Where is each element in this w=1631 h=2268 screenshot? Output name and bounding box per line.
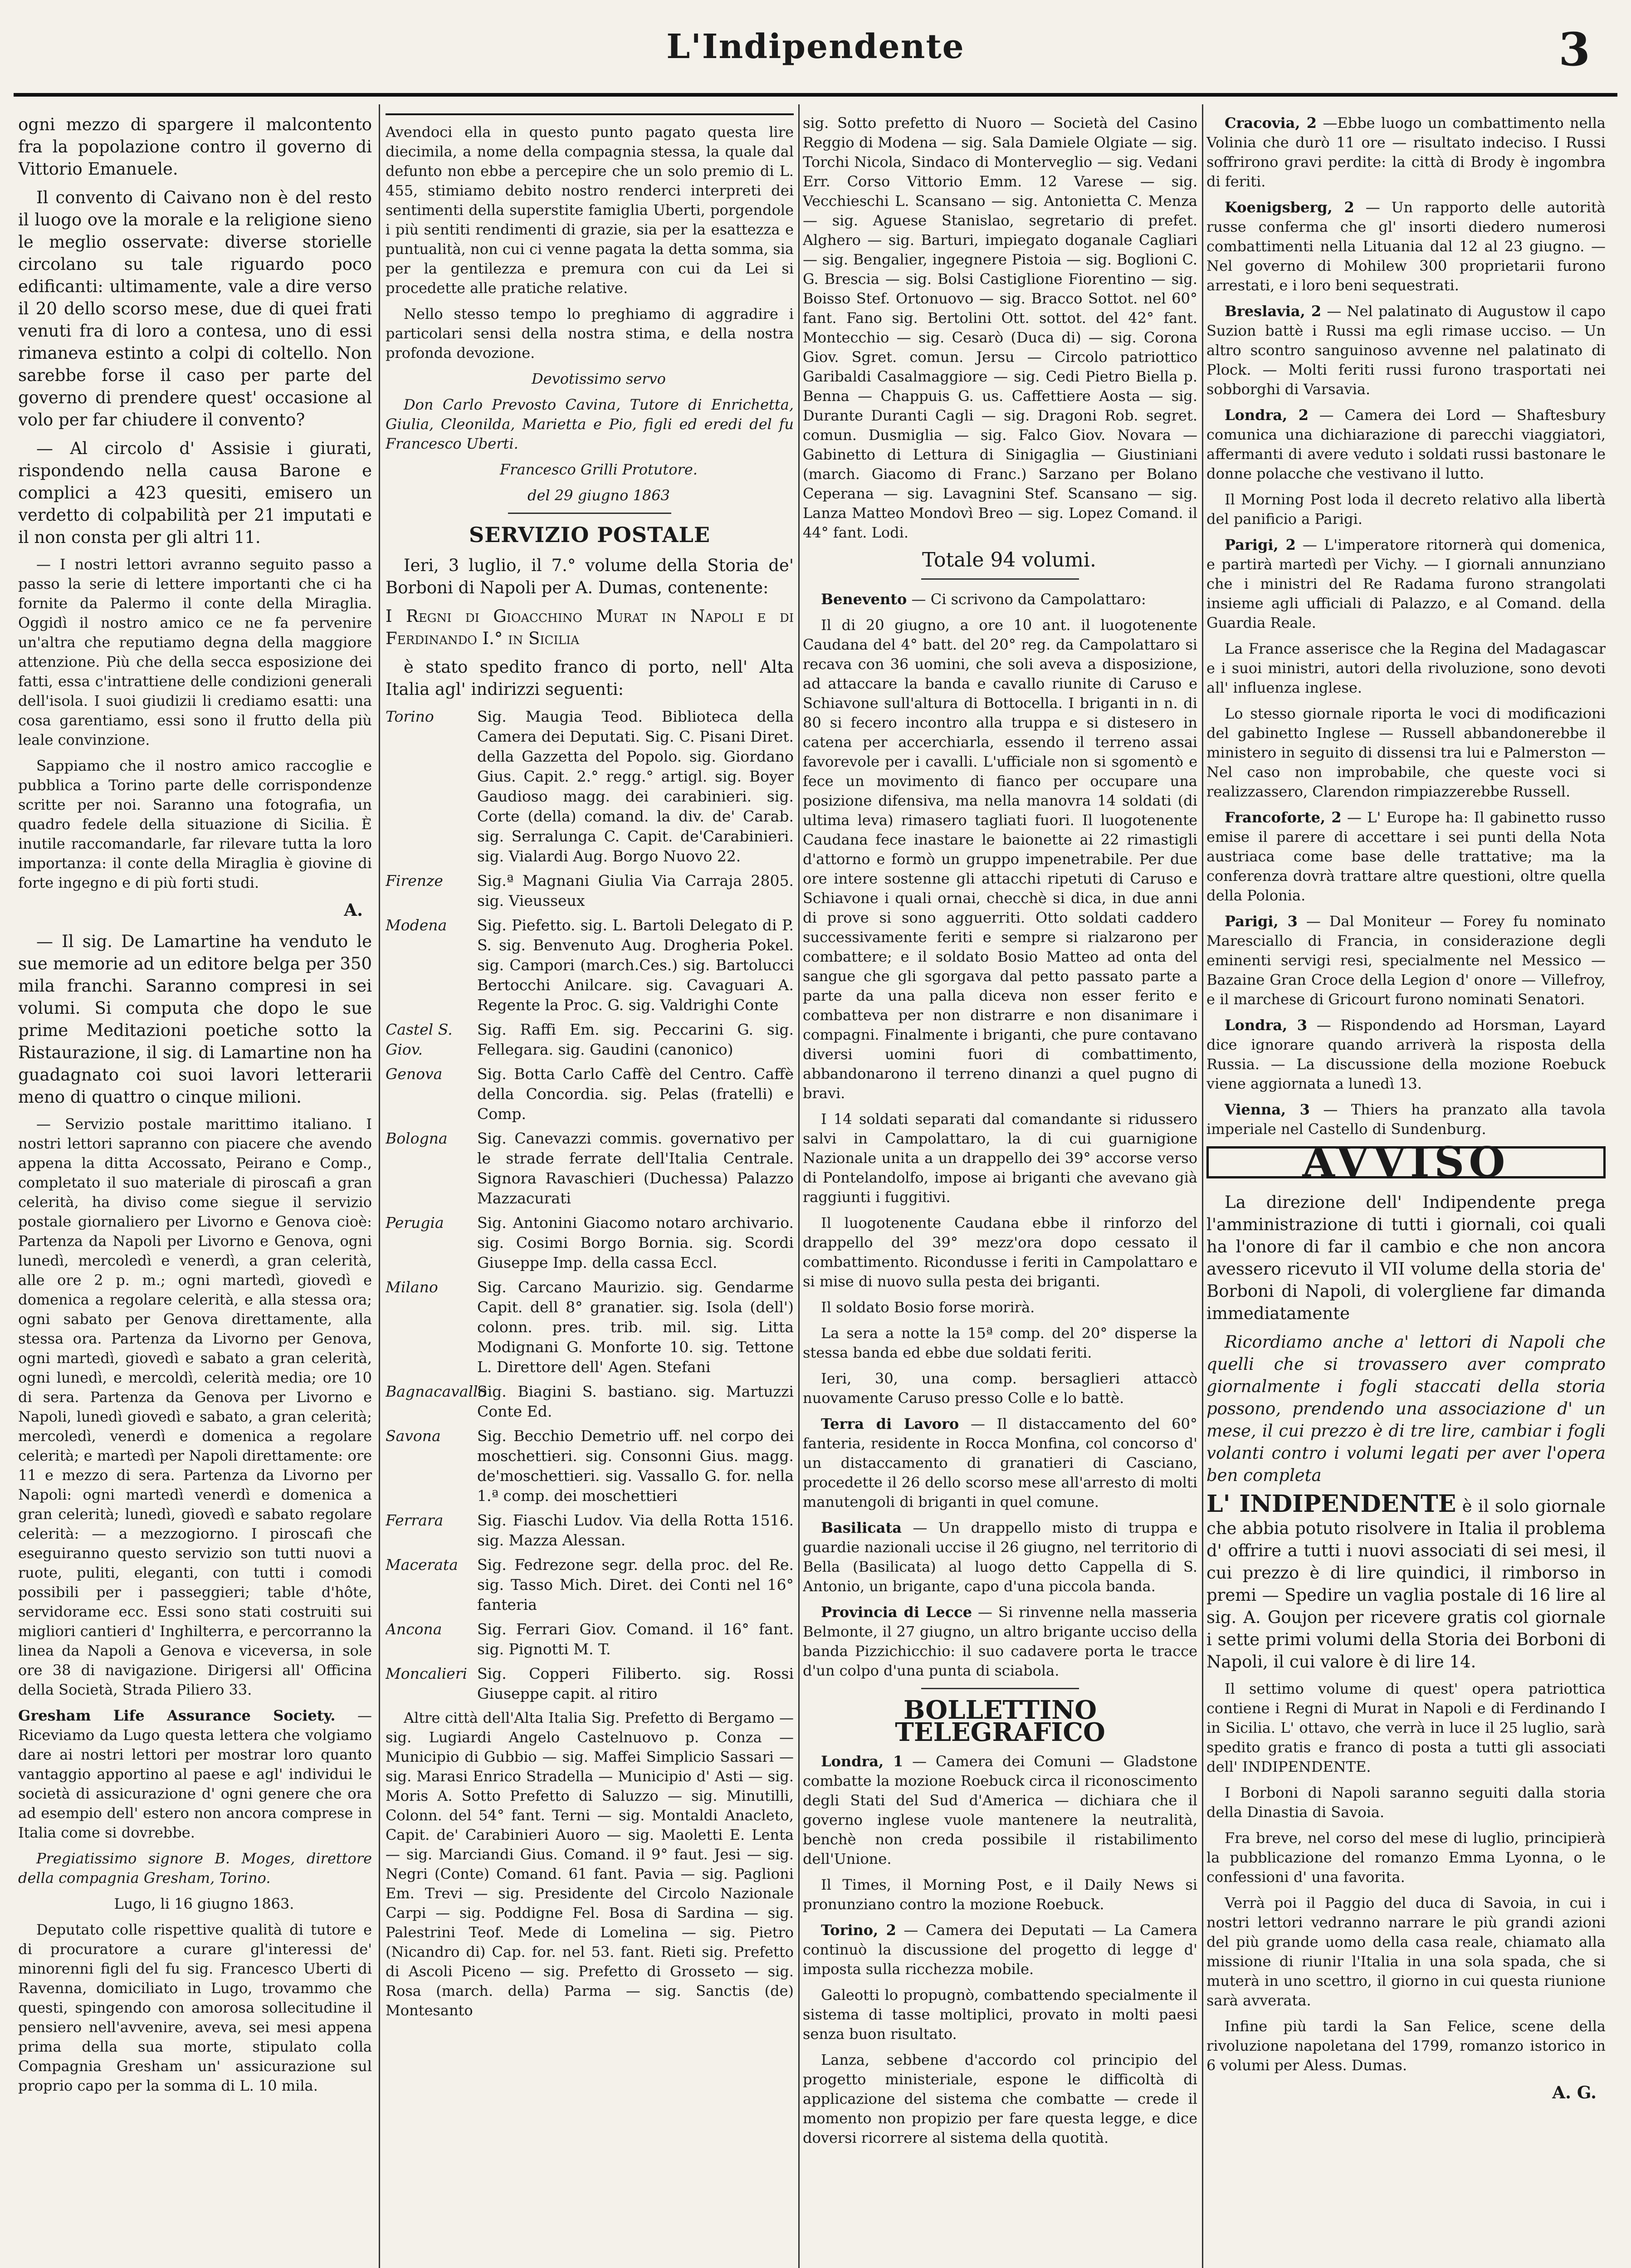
article-paragraph: ogni mezzo di spargere il malcontento fra la popolazione contro il governo di Vittorio Emanuele. xyxy=(18,115,372,179)
article-text: — Rispondendo ad Horsman, Layard dice ignorare quando arriverà la risposta della Russia. — La discussione della mozione Roebuck viene aggiornata a lunedì 13. xyxy=(1206,1017,1606,1092)
article-paragraph xyxy=(1206,302,1606,399)
article-paragraph: Deputato colle rispettive qualità di tutore e di procuratore a curare gl'interessi de' minorenni figli del fu sig. Francesco Uberti di Ravenna, domiciliato in Lugo, trovammo che questi, spingendo con amorosa sollecitudine il pensiero nell'avvenire, aveva, sei mesi appena prima della sua morte, stipulato colla Compagnia Gresham un' assicurazione sul proprio capo per la somma di L. 10 mila. xyxy=(18,1921,372,2094)
article-paragraph xyxy=(803,1752,1197,1869)
article-text: — Camera dei Comuni — Gladstone combatte la mozione Roebuck circa il riconoscimento degli Stati del Sud d'America — dichiara che il governo inglese vuole mantenere la neutralità, benchè non creda possibile il ristabilimento dell'Unione. xyxy=(803,1753,1197,1867)
article-paragraph: Il di 20 giugno, a ore 10 ant. il luogotenente Caudana del 4° batt. del 20° reg. da Campolattaro si recava con 36 uomini, che soli aveva a disposizione, ad attaccare la banda e cavallo riunite di Caruso e Schiavone sull'altura di Bottocella. I briganti in n. di 80 si fecero incontro alla truppa e si distesero in catena per accerchiarla, essendo il terreno assai favorevole per i cavalli. L'ufficiale non si sgomentò e fece un movimento di fianco per occupare una posizione difensiva, ma nella manovra 14 soldati (di ultima leva) rimasero tagliati fuori. Il luogotenente Caudana fece inastare le baionette ai 22 rimastigli d'attorno e formò un gruppo impenetrabile. Per due ore intere sostenne gli attacchi ripetuti di Caruso e Schiavone i quali ornai, checchè si dica, in due anni di prove si sono agguerriti. Otto soldati caddero successivamente feriti e sempre si rialzarono per combattere; e il soldato Bosio Matteo ad onta del sangue che gli sgorgava dal petto passato parte a parte da una palla diceva non esser ferito e combatteva per non distrarre e non disanimare i compagni. Finalmente i briganti, che pure contavano diversi uomini fuori di combattimento, abbandonarono il terreno dinanzi a quel pugno di bravi. xyxy=(803,616,1197,1102)
article-paragraph: Il Morning Post loda il decreto relativo alla libertà del panificio a Parigi. xyxy=(1206,491,1606,528)
article-head: Terra di Lavoro xyxy=(821,1415,959,1432)
article-head: Benevento xyxy=(821,591,907,608)
article-paragraph: — Il sig. De Lamartine ha venduto le sue memorie ad un editore belga per 350 mila franchi. Saranno compresi in sei volumi. Si computa che dopo le sue prime Meditazioni poetiche sotto la Ristaurazione, il sig. di Lamartine non ha guadagnato coi suoi lavori letterarii meno di quattro o cinque milioni. xyxy=(18,932,372,1107)
article-head: Parigi, 2 xyxy=(1225,536,1296,553)
postal-entry-text: Sig. Canevazzi commis. governativo per le strade ferrate dell'Italia Centrale. Signora Ravaschieri (Duchessa) Palazzo Mazzacurati xyxy=(477,1129,794,1207)
postal-entry xyxy=(386,1382,794,1422)
article-text: — L'imperatore ritornerà qui domenica, e partirà martedì per Vichy. — I giornali annunziano che i ministri del Re Radama furono strangolati insieme agli ufficiali di Palazzo, e al Comand. della Guardia Reale. xyxy=(1206,536,1606,631)
article-text: — Un rapporto delle autorità russe conferma che gl' insorti diedero numerosi combattimenti nella Lituania dal 12 al 23 giugno. — Nel governo di Mohilew 300 proprietarii furono arrestati, e i loro beni sequestrati. xyxy=(1206,199,1606,294)
postal-entry-city: Savona xyxy=(386,1427,441,1445)
signature-body: Don Carlo Prevosto Cavina, Tutore di Enrichetta, Giulia, Cleonilda, Marietta e Pio, figli ed eredi del fu Francesco Uberti. xyxy=(386,396,794,452)
postal-entry xyxy=(386,1020,794,1060)
postal-entry-city: Ancona xyxy=(386,1620,442,1638)
article-text: — Ci scrivono da Campolattaro: xyxy=(911,591,1146,608)
article-paragraph: Sappiamo che il nostro amico raccoglie e pubblica a Torino parte delle corrispondenze scritte per noi. Saranno una fotografia, un quadro fedele della situazione di Sicilia. È inutile raccomandarle, far rilevare tutta la loro importanza: il conte della Miraglia è giovine di forte ingegno e di più forti studi. xyxy=(18,757,372,891)
column-divider xyxy=(798,104,800,2268)
postal-entry xyxy=(386,1510,794,1550)
article-paragraph xyxy=(18,1706,372,1843)
article-text: — Thiers ha pranzato alla tavola imperiale nel Castello di Sundenburg. xyxy=(1206,1101,1606,1138)
article-paragraph: Nello stesso tempo lo preghiamo di aggradire i particolari sensi della nostra stima, e della nostra profonda devozione. xyxy=(386,305,794,362)
postal-entry-text: Sig. Piefetto. sig. L. Bartoli Delegato di P. S. sig. Benvenuto Aug. Drogheria Pokel. sig. Campori (march.Ces.) sig. Bartolucci Bertocchi Anilcare. sig. Cavaguari A. Regente la Proc. G. sig. Valdrighi Conte xyxy=(477,916,794,1014)
page-number: 3 xyxy=(1558,23,1590,76)
signature-date: del 29 giugno 1863 xyxy=(527,487,670,504)
article-paragraph: Galeotti lo propugnò, combattendo specialmente il sistema di tasse moltiplici, provato in molti paesi senza buon risultato. xyxy=(803,1986,1197,2043)
postal-entry-text: Sig. Carcano Maurizio. sig. Gendarme Capit. dell 8° granatier. sig. Isola (dell') colonn. pres. trib. mil. sig. Litta Modignani G. Monforte 10. sig. Tettone L. Direttore dell' Agen. Stefani xyxy=(477,1278,794,1376)
article-paragraph xyxy=(803,1518,1197,1596)
signature-title: Devotissimo servo xyxy=(532,370,666,387)
article-paragraph: Pregiatissimo signore B. Moges, direttore della compagnia Gresham, Torino. xyxy=(18,1850,372,1887)
postal-list xyxy=(386,707,794,1704)
article-text: — Camera dei Lord — Shaftesbury comunica una dichiarazione di parecchi viaggiatori, affermanti di avere veduto i soldati russi bastonare le donne polacche che vestivano il lutto. xyxy=(1206,406,1606,482)
article-text: — Nel palatinato di Augustow il capo Suzion battè i Russi ma egli rimase ucciso. — Un altro scontro sanguinoso avvenne nel palatinato di Plock. — Molti feriti russi furono trasportati nei sobborghi di Varsavia. xyxy=(1206,303,1606,398)
article-text: — Un drappello misto di truppa e guardie nazionali uccise il 26 giugno, nel territorio di Bella (Basilicata) al luogo detto Cappella di S. Antonio, un brigante, capo d'una piccola banda. xyxy=(803,1519,1197,1595)
postal-entry-city: Perugia xyxy=(386,1214,444,1232)
article-paragraph: Avendoci ella in questo punto pagato questa lire diecimila, a nome della compagnia stessa, la quale dal defunto non ebbe a percepire che un solo premio di L. 455, stimiamo debito nostro renderci interpreti dei sentimenti della superstite famiglia Uberti, porgendole i più sentiti rendimenti di grazie, sia per la esattezza e puntualità, non cui ci venne pagata la detta somma, sia per la gentilezza e premura con cui da Lei si procedette alle pratiche relative. xyxy=(386,123,794,297)
article-head: Vienna, 3 xyxy=(1225,1101,1310,1118)
postal-entry-text: Sig.ª Magnani Giulia Via Carraja 2805. sig. Vieusseux xyxy=(477,872,794,909)
postal-entry-text: Sig. Copperi Filiberto. sig. Rossi Giuseppe capit. al ritiro xyxy=(477,1665,794,1702)
article-paragraph: Altre città dell'Alta Italia Sig. Prefetto di Bergamo — sig. Lugiardi Angelo Castelnuovo p. Conza — Municipio di Gubbio — sig. Maffei Simplicio Sassari — sig. Marasi Enrico Stradella — Municipio d' Asti — sig. Moris A. Sotto Prefetto di Saluzzo — sig. Minutilli, Colonn. del 54° fant. Terni — sig. Montaldi Anacleto, Capit. de' Carabinieri Auoro — sig. Maoletti E. Lenta — sig. Marciandi Gius. Comand. il 9° faut. Jesi — sig. Negri (Conte) Comand. 61 fant. Pavia — sig. Paglioni Em. Trevi — sig. Presidente del Circolo Nazionale Carpi — sig. Poddigne Fel. Bosa di Sardina — sig. Palestrini Teof. Mede di Lomelina — sig. Pietro (Nicandro di) Cap. for. nel 53. fant. Rieti sig. Prefetto di Ascoli Piceno — sig. Prefetto di Grosseto — sig. Rosa (march. della) Parma — sig. Sanctis (de) Montesanto xyxy=(386,1709,794,2019)
article-head: Londra, 1 xyxy=(821,1753,903,1770)
article-paragraph: sig. Sotto prefetto di Nuoro — Società del Casino Reggio di Modena — sig. Sala Damiele Olgiate — sig. Torchi Nicola, Sindaco di Monterveglio — sig. Vedani Err. Corso Vittorio Emm. 12 Varese — sig. Vecchieschi L. Scansano — sig. Antonietta C. Menza — sig. Aguese Stanislao, segretario di prefet. Alghero — sig. Barturi, impiegato doganale Cagliari — sig. Bengalier, ingegnere Pistoia — sig. Boglioni C. G. Brescia — sig. Bolsi Castiglione Fiorentino — sig. Boisso Stef. Ortonuovo — sig. Bracco Sottot. nel 60° fant. Fano sig. Bertolini Ott. sottot. del 42° fant. Montecchio — sig. Cesarò (Duca di) — sig. Corona Giov. Sgret. comun. Jersu — Circolo patriottico Garibaldi Casalmaggiore — sig. Cedi Pietro Biella p. Benna — Chappuis G. us. Caffettiere Aosta — sig. Durante Duranti Cagli — sig. Dragoni Rob. segret. comun. Dusmiglia — sig. Falco Giov. Novara — Gabinetto di Lettura di Sinigaglia — Giustiniani (march. Giacomo di Franc.) Sarzano per Bolano Ceperana — sig. Lavagnini Stef. Scansano — sig. Lanza Matteo Mondovì Breo — sig. Lopez Comand. il 44° fant. Lodi. xyxy=(803,114,1197,541)
article-text: —Ebbe luogo un combattimento nella Volinia che durò 11 ore — risultato indeciso. I Russi soffrirono gravi perdite: la città di Brody è ingombra di feriti. xyxy=(1206,114,1606,190)
column-2 xyxy=(386,113,794,2268)
article-head: Londra, 2 xyxy=(1225,406,1309,424)
section-heading: BOLLETTINO TELEGRAFICO xyxy=(895,1695,1105,1747)
notice-paragraph: Ricordiamo anche a' lettori di Napoli che quelli che si trovassero aver comprato giornalmente i fogli staccati della storia possono, prendendo una associazione d' un mese, il cui prezzo è di tre lire, cambiar i fogli volanti contro i volumi legati per aver l'opera ben completa xyxy=(1206,1332,1606,1485)
postal-entry-text: Sig. Ferrari Giov. Comand. il 16° fant. sig. Pignotti M. T. xyxy=(477,1620,794,1658)
article-paragraph: è stato spedito franco di porto, nell' Alta Italia agl' indirizzi seguenti: xyxy=(386,657,794,699)
article-text: — Camera dei Deputati — La Camera continuò la discussione del progetto di legge d' imposta sulla ricchezza mobile. xyxy=(803,1921,1197,1978)
notice-heading: AVVISO xyxy=(1206,1146,1606,1178)
postal-entry-city: Modena xyxy=(386,916,447,934)
article-paragraph xyxy=(1206,1016,1606,1094)
postal-entry xyxy=(386,1064,794,1124)
article-text: —Riceviamo da Lugo questa lettera che volgiamo dare ai nostri lettori per mostrar loro quanto vantaggio apportino al paese e agl' individui le società di assicurazione d' ogni genere che ora ad esempio dell' estero non ancora comprese in Italia come si dovrebbe. xyxy=(18,1707,372,1841)
article-paragraph xyxy=(1206,912,1606,1009)
postal-entry-city: Torino xyxy=(386,708,434,725)
article-text: — Si rinvenne nella masseria Belmonte, il 27 giugno, un altro brigante ucciso della banda Pizzichicchio: il suo cadavere porta le tracce d'un colpo d'una punta di sciabola. xyxy=(803,1603,1197,1679)
article-paragraph: Ieri, 3 luglio, il 7.° volume della Storia de' Borboni di Napoli per A. Dumas, contenente: xyxy=(386,556,794,597)
column-3 xyxy=(803,113,1197,2268)
notice-paragraph: Verrà poi il Paggio del duca di Savoia, in cui i nostri lettori vedranno narrare le più grandi azioni del più grande uomo della casa reale, chiamato alla missione di riunir l'Italia in una sola spada, che si muterà in uno scettro, il giorno in cui questa riunione sarà avverata. xyxy=(1206,1894,1606,2009)
article-paragraph: — I nostri lettori avranno seguito passo a passo la serie di lettere importanti che ci ha fornite da Palermo il conte della Miraglia. Oggidì il nostro amico ce ne fa pervenire un'altra che reputiamo degna della maggiore attenzione. Più che della secca esposizione dei fatti, essa c'intrattiene delle condizioni generali dell'isola. I suoi giudizii li crediamo esatti: una cosa garentiamo, essi sono il frutto della più leale convinzione. xyxy=(18,556,372,748)
postal-entry-text: Sig. Biagini S. bastiano. sig. Martuzzi Conte Ed. xyxy=(477,1383,794,1420)
separator xyxy=(921,578,1079,580)
article-text: — L' Europe ha: Il gabinetto russo emise il parere di accettare i sei punti della Nota austriaca come base delle trattative; ma la conferenza dovrà trattare altre questioni, oltre quella della Polonia. xyxy=(1206,809,1606,904)
article-paragraph xyxy=(1206,808,1606,905)
postal-entry-text: Sig. Fiaschi Ludov. Via della Rotta 1516. sig. Mazza Alessan. xyxy=(477,1511,794,1549)
postal-entry xyxy=(386,1426,794,1506)
article-paragraph: La sera a notte la 15ª comp. del 20° disperse la stessa banda ed ebbe due soldati feriti. xyxy=(803,1325,1197,1361)
article-paragraph: I Regni di Gioacchino Murat in Napoli e di Ferdinando I.° in Sicilia xyxy=(386,606,794,648)
newspaper-title: L'Indipendente xyxy=(666,27,965,66)
total-line: Totale 94 volumi. xyxy=(922,548,1096,572)
article-paragraph: Il soldato Bosio forse morirà. xyxy=(821,1299,1035,1316)
article-head: Breslavia, 2 xyxy=(1225,303,1322,320)
postal-entry xyxy=(386,1277,794,1377)
article-head: Francoforte, 2 xyxy=(1225,809,1342,826)
column-1 xyxy=(18,113,372,2268)
postal-entry-text: Sig. Fedrezone segr. della proc. del Re. sig. Tasso Mich. Diret. dei Conti nel 16° fanteria xyxy=(477,1556,794,1613)
article-paragraph xyxy=(1206,198,1606,295)
notice-paragraph: Fra breve, nel corso del mese di luglio, principierà la pubblicazione del romanzo Emma Lyonna, o le confessioni d' una favorita. xyxy=(1206,1829,1606,1886)
postal-entry xyxy=(386,871,794,911)
postal-entry-city: Milano xyxy=(386,1278,438,1296)
postal-entry-city: Bagnacavallo xyxy=(386,1383,487,1400)
article-paragraph: — Servizio postale marittimo italiano. I nostri lettori sapranno con piacere che avendo appena la ditta Accossato, Peirano e Comp., completato il suo materiale di piroscafi a gran celerità, ha diviso come siegue il servizio postale giornaliero per Livorno e Genova cioè: Partenza da Napoli per Livorno e Genova, ogni lunedì, mercoledì e venerdì, a gran celerità, alle ore 2 p. m.; ogni martedì, giovedì e domenica a regolare celerità, e alla stessa ora; ogni sabato per Genova direttamente, alla stessa ora. Partenza da Livorno per Genova, ogni martedì, giovedì e sabato a gran celerità, ogni lunedì, e mercoldì, celerità media; ore 10 di sera. Partenza da Genova per Livorno e Napoli, lunedì giovedì e sabato, a gran celerità; mercoledì, venerdì e domenica a regolare celerità; e martedì per Napoli direttamente: ore 11 e mezzo di sera. Partenza da Livorno per Napoli: ogni martedì venerdì e domenica a gran celerità; lunedì, giovedì e sabato regolare celerità: — a mezzogiorno. I piroscafi che eseguiranno questo servizio son tutti nuovi a ruote, puliti, eleganti, con tutti i comodi possibili per i passeggieri; table d'hôte, servidorame ecc. Essi sono stati costruiti sui migliori cantieri d' Inghilterra, e percorranno la linea da Napoli a Genova e viceversa, in sole ore 38 di navigazione. Dirigersi all' Officina della Società, Strada Piliero 33. xyxy=(18,1115,372,1698)
article-paragraph xyxy=(803,1414,1197,1512)
postal-entry xyxy=(386,1555,794,1615)
postal-entry-city: Ferrara xyxy=(386,1511,444,1529)
article-head: Torino, 2 xyxy=(821,1921,896,1939)
section-heading: SERVIZIO POSTALE xyxy=(469,523,710,547)
notice-paragraph: Infine più tardi la San Felice, scene della rivoluzione napoletana del 1799, romanzo istorico in 6 volumi per Aless. Dumas. xyxy=(1206,2018,1606,2074)
postal-entry xyxy=(386,1129,794,1208)
postal-entry-city: Macerata xyxy=(386,1556,458,1574)
masthead-rule xyxy=(14,93,1617,97)
postal-entry-text: Sig. Antonini Giacomo notaro archivario. sig. Cosimi Borgo Bornia. sig. Scordi Giuseppe Imp. della cassa Eccl. xyxy=(477,1214,794,1271)
postal-entry-text: Sig. Becchio Demetrio uff. nel corpo dei moschettieri. sig. Consonni Gius. magg. de'moschettieri. sig. Vassallo G. for. nella 1.ª comp. dei moschettieri xyxy=(477,1427,794,1505)
article-head: Cracovia, 2 xyxy=(1225,114,1317,132)
column-divider xyxy=(379,104,380,2268)
article-paragraph xyxy=(803,1921,1197,1979)
article-paragraph: Il Times, il Morning Post, e il Daily News si pronunziano contro la mozione Roebuck. xyxy=(803,1876,1197,1913)
article-paragraph xyxy=(1206,1100,1606,1139)
article-paragraph: Il convento di Caivano non è del resto il luogo ove la morale e la religione sieno le meglio osservate: diverse storielle circolano su tale riguardo poco edificanti: ultimamente, vale a dire verso il 20 dello scorso mese, due di quei frati venuti fra di loro a contesa, uno di essi rimaneva estinto a colpi di coltello. Non sarebbe forse il caso per parte del governo di prendere quest' occasione al volo per far chiudere il convento? xyxy=(18,188,372,430)
article-paragraph xyxy=(803,590,1197,609)
article-head: Parigi, 3 xyxy=(1225,913,1298,930)
article-paragraph: Il luogotenente Caudana ebbe il rinforzo del drappello del 39° mezz'ora dopo cessato il combattimento. Ricondusse i feriti in Campolattaro e si mise di nuovo sulla pesta dei briganti. xyxy=(803,1214,1197,1290)
notice-paragraph xyxy=(1206,1490,1606,1673)
article-head: Londra, 3 xyxy=(1225,1017,1308,1034)
notice-text: è il solo giornale che abbia potuto risolvere in Italia il problema d' offrire a tutti i nuovi associati di sei mesi, il cui prezzo è di lire quindici, il rimborso in premi — Spedire un vaglia postale di 16 lire al sig. A. Goujon per ricevere gratis col giornale i sette primi volumi della Storia dei Borboni di Napoli, il cui valore è di lire 14. xyxy=(1206,1496,1606,1672)
article-head: Gresham Life Assurance Society. xyxy=(18,1707,336,1724)
article-head: Basilicata xyxy=(821,1519,902,1536)
letter-date: Lugo, li 16 giugno 1863. xyxy=(114,1895,294,1912)
notice-paragraph: Il settimo volume di quest' opera patriottica contiene i Regni di Murat in Napoli e di Ferdinando I in Sicilia. L' ottavo, che verrà in luce il 25 luglio, sarà spedito gratis e franco di posta a tutti gli associati dell' INDIPENDENTE. xyxy=(1206,1680,1606,1775)
postal-entry-text: Sig. Maugia Teod. Biblioteca della Camera dei Deputati. Sig. C. Pisani Diret. della Gazzetta del Popolo. sig. Giordano Gius. Capit. 2.° regg.° artigl. sig. Boyer Gaudioso magg. dei carabinieri. sig. Corte (della) comand. la div. de' Carab. sig. Serralunga C. Capit. de'Carabinieri. sig. Vialardi Aug. Borgo Nuovo 22. xyxy=(477,708,794,865)
separator xyxy=(508,513,671,514)
article-paragraph xyxy=(803,1603,1197,1681)
separator xyxy=(921,1688,1079,1689)
postal-entry-text: Sig. Botta Carlo Caffè del Centro. Caffè della Concordia. sig. Pelas (fratelli) e Comp. xyxy=(477,1065,794,1123)
article-text: — Dal Moniteur — Forey fu nominato Maresciallo di Francia, in considerazione degli eminenti servigi resi, specialmente nel Messico — Bazaine Gran Croce della Legion d' onore — Villefroy, e il marchese di Gricourt furono nominati Senatori. xyxy=(1206,913,1606,1008)
signature-body: Francesco Grilli Protutore. xyxy=(500,461,698,478)
notice-paragraph: La direzione dell' Indipendente prega l'amministrazione di tutti i giornali, coi quali ha l'onore di far il cambio e che non ancora avessero ricevuto il VII volume della storia de' Borboni di Napoli, di volergliene far dimanda immediatamente xyxy=(1206,1193,1606,1323)
article-text: — Il distaccamento del 60° fanteria, residente in Rocca Monfina, col concorso d' un distaccamento di granatieri di Casciano, procedette il 26 dello scorso mese all'arresto di molti manutengoli di briganti in quel comune. xyxy=(803,1415,1197,1510)
postal-entry-city: Castel S. Giov. xyxy=(386,1021,453,1058)
postal-entry xyxy=(386,707,794,866)
postal-entry-city: Bologna xyxy=(386,1129,448,1147)
postal-entry-city: Genova xyxy=(386,1065,443,1083)
postal-entry-text: Sig. Raffi Em. sig. Peccarini G. sig. Fellegara. sig. Gaudini (canonico) xyxy=(477,1021,794,1058)
signature: A. xyxy=(344,900,363,920)
article-paragraph: La France asserisce che la Regina del Madagascar e i suoi ministri, autori della rivoluzione, sono devoti all' influenza inglese. xyxy=(1206,640,1606,696)
signature: A. G. xyxy=(1552,2082,1597,2102)
article-paragraph: I 14 soldati separati dal comandante si ridussero salvi in Campolattaro, la di cui guarnigione Nazionale unita a un drappello dei 39° accorse verso di Pontelandolfo, impose ai briganti che avevano già raggiunti i fuggitivi. xyxy=(803,1110,1197,1206)
postal-entry-city: Moncalieri xyxy=(386,1665,468,1682)
article-paragraph: Lanza, sebbene d'accordo col principio del progetto ministeriale, espone le difficoltà di applicazione del sistema che combatte — crede il momento non propizio per fare questa legge, e dice doversi ricorrere al sistema della quotità. xyxy=(803,2051,1197,2146)
notice-head: L' INDIPENDENTE xyxy=(1206,1490,1456,1518)
article-paragraph: Lo stesso giornale riporta le voci di modificazioni del gabinetto Inglese — Russell abbandonerebbe il ministero in seguito di dissensi tra lui e Palmerston — Nel caso non improbabile, che queste voci si realizzassero, Clarendon rimpiazzerebbe Russell. xyxy=(1206,705,1606,800)
article-paragraph: — Al circolo d' Assisie i giurati, rispondendo nella causa Barone e complici a 423 quesiti, emisero un verdetto di colpabilità per 21 imputati e il non consta per gli altri 11. xyxy=(18,439,372,547)
article-paragraph xyxy=(1206,535,1606,633)
article-paragraph xyxy=(1206,406,1606,484)
column-4 xyxy=(1206,113,1606,2268)
article-head: Provincia di Lecce xyxy=(821,1603,972,1621)
column-rule xyxy=(386,113,794,115)
article-head: Koenigsberg, 2 xyxy=(1225,199,1354,216)
article-paragraph: Ieri, 30, una comp. bersaglieri attaccò nuovamente Caruso presso Colle e lo battè. xyxy=(803,1370,1197,1407)
article-paragraph xyxy=(1206,113,1606,191)
postal-entry xyxy=(386,915,794,1015)
postal-entry xyxy=(386,1619,794,1659)
postal-entry-city: Firenze xyxy=(386,872,443,890)
notice-paragraph: I Borboni di Napoli saranno seguiti dalla storia della Dinastia di Savoia. xyxy=(1206,1784,1606,1821)
postal-entry xyxy=(386,1213,794,1273)
postal-entry xyxy=(386,1664,794,1704)
column-divider xyxy=(1202,104,1203,2268)
